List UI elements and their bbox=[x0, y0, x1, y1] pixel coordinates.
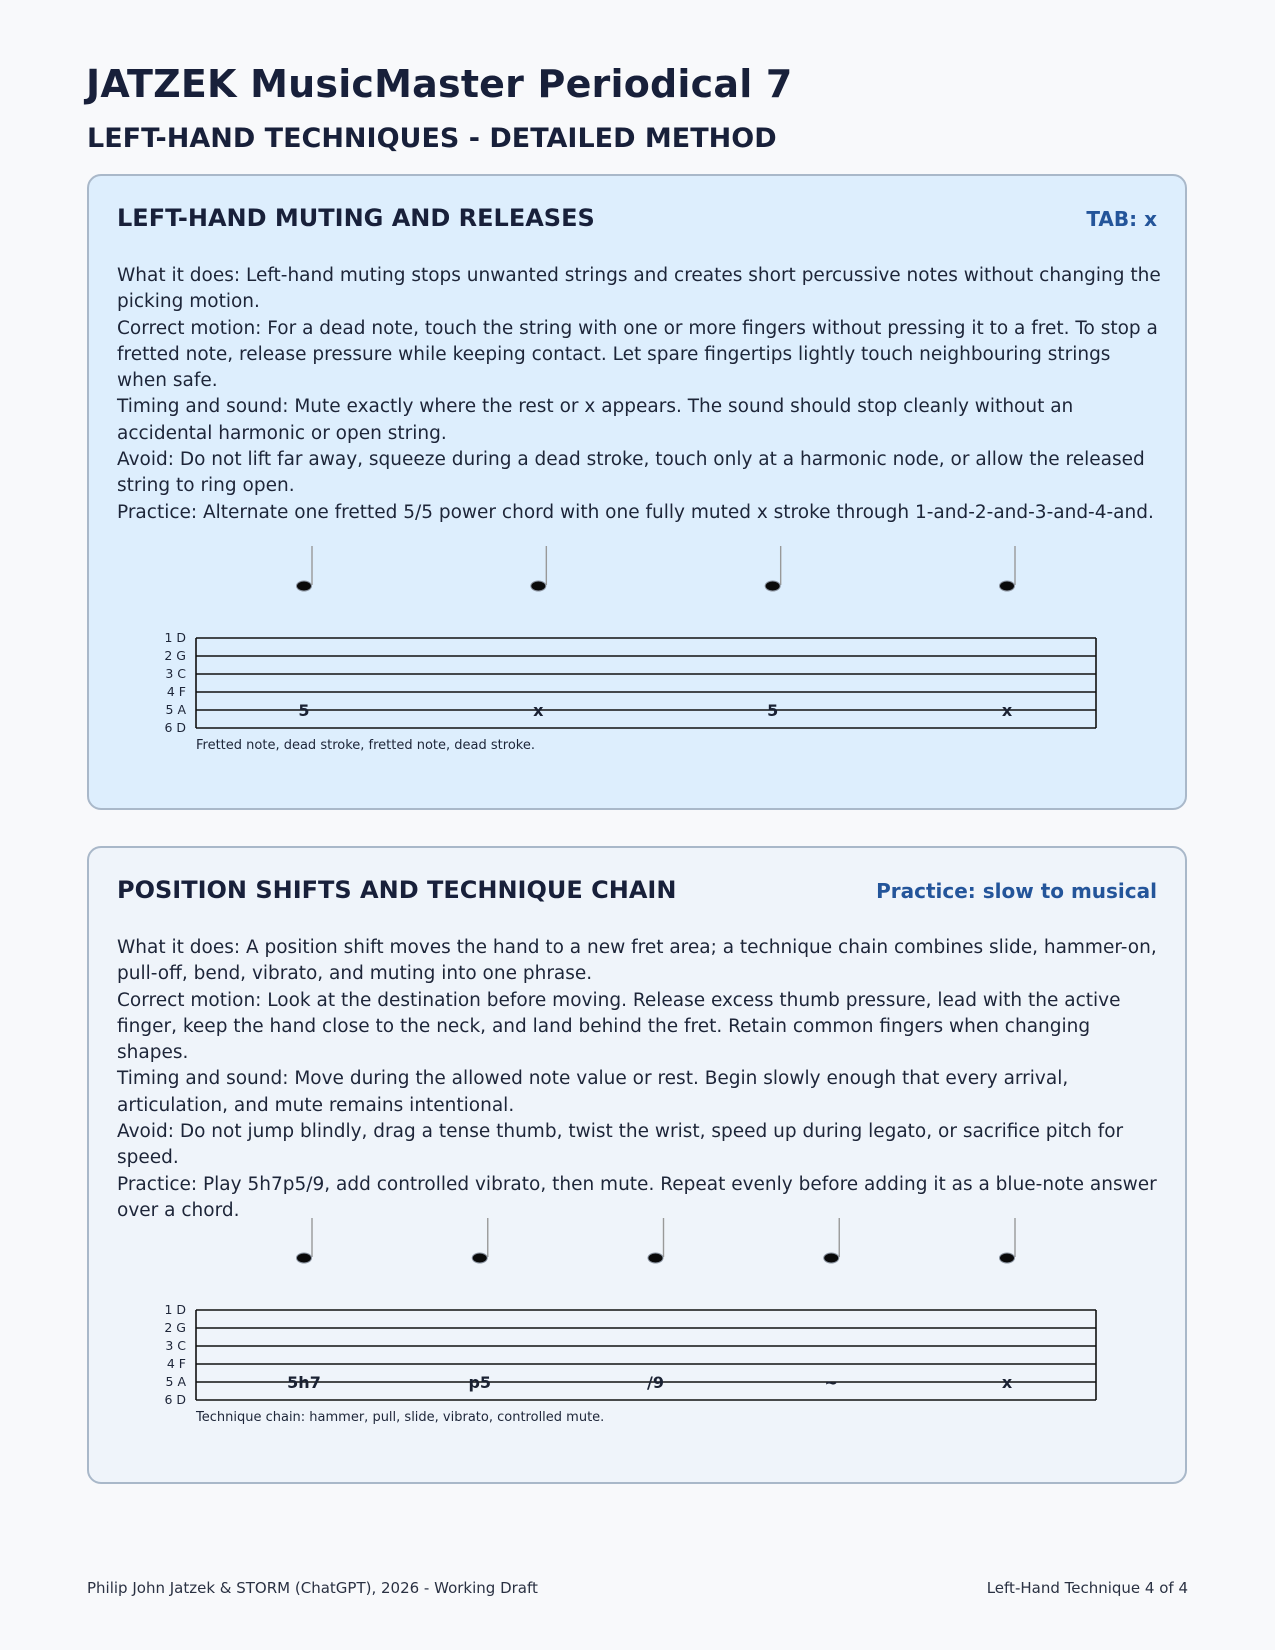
paragraph-timing-sound: Timing and sound: Move during the allowed note value or rest. Begin slowly enough that every arrival, articulation, and mute remains intentional. bbox=[117, 1068, 1069, 1116]
note-head bbox=[472, 1253, 487, 1263]
section-card-muting bbox=[87, 174, 1187, 810]
tab-fret-label: /9 bbox=[647, 1373, 664, 1392]
note-head bbox=[531, 581, 546, 591]
quarter-note bbox=[648, 1218, 664, 1263]
note-head bbox=[765, 581, 780, 591]
tab-fret-label: 5 bbox=[298, 701, 310, 720]
note-head bbox=[1000, 581, 1015, 591]
note-head bbox=[648, 1253, 663, 1263]
notation-tab-muting bbox=[89, 176, 1185, 808]
document-subtitle: LEFT-HAND TECHNIQUES - DETAILED METHOD bbox=[87, 123, 777, 154]
tab-string-label: 3 C bbox=[165, 666, 186, 681]
quarter-note bbox=[531, 546, 547, 591]
tab-string-label: 6 D bbox=[164, 720, 186, 735]
tab-string-label: 6 D bbox=[164, 1392, 186, 1407]
quarter-note bbox=[297, 546, 313, 591]
section-title: LEFT-HAND MUTING AND RELEASES bbox=[117, 204, 595, 232]
note-head bbox=[1000, 1253, 1015, 1263]
paragraph-correct-motion: Correct motion: For a dead note, touch the string with one or more fingers without pressing it to a fret. To stop a fretted note, release pressure while keeping contact. Let spare fingertips lightly touch neighbouring strings when safe. bbox=[117, 317, 1158, 392]
tab-string-label: 1 D bbox=[164, 630, 186, 645]
paragraph-practice: Practice: Alternate one fretted 5/5 power chord with one fully muted x stroke through 1-and-2-and-3-and-4-and. bbox=[117, 501, 1154, 523]
tab-string-label: 5 A bbox=[165, 702, 186, 717]
section-title: POSITION SHIFTS AND TECHNIQUE CHAIN bbox=[117, 876, 677, 904]
tab-fret-label: ~ bbox=[824, 1373, 838, 1392]
note-head bbox=[297, 581, 312, 591]
paragraph-avoid: Avoid: Do not lift far away, squeeze during a dead stroke, touch only at a harmonic node, or allow the released string to ring open. bbox=[117, 449, 1145, 497]
section-card-position-shifts bbox=[87, 846, 1187, 1484]
paragraph-what-it-does: What it does: A position shift moves the hand to a new fret area; a technique chain combines slide, hammer-on, pull-off, bend, vibrato, and muting into one phrase. bbox=[117, 937, 1157, 985]
paragraph-correct-motion: Correct motion: Look at the destination before moving. Release excess thumb pressure, lead with the active finger, keep the hand close to the neck, and land behind the fret. Retain common fingers when changing shapes. bbox=[117, 989, 1121, 1064]
tab-string-label: 5 A bbox=[165, 1374, 186, 1389]
paragraph-avoid: Avoid: Do not jump blindly, drag a tense thumb, twist the wrist, speed up during legato, or sacrifice pitch for speed. bbox=[117, 1121, 1124, 1169]
tab-fret-label: x bbox=[1001, 701, 1013, 720]
footer-credit: Philip John Jatzek & STORM (ChatGPT), 2026 - Working Draft bbox=[87, 1579, 538, 1597]
section-tag: TAB: x bbox=[1086, 207, 1157, 231]
quarter-note bbox=[824, 1218, 840, 1263]
notation-tab-technique-chain bbox=[89, 848, 1185, 1482]
tab-string-label: 4 F bbox=[166, 1356, 186, 1371]
quarter-note bbox=[472, 1218, 488, 1263]
section-tag: Practice: slow to musical bbox=[876, 879, 1157, 903]
quarter-note bbox=[1000, 1218, 1016, 1263]
tab-fret-label: p5 bbox=[468, 1373, 492, 1392]
paragraph-practice: Practice: Play 5h7p5/9, add controlled vibrato, then mute. Repeat evenly before adding it as a blue-note answer over a chord. bbox=[117, 1173, 1157, 1221]
footer-page-label: Left-Hand Technique 4 of 4 bbox=[986, 1579, 1188, 1597]
tab-string-label: 2 G bbox=[164, 648, 186, 663]
document-title: JATZEK MusicMaster Periodical 7 bbox=[86, 62, 793, 106]
quarter-note bbox=[297, 1218, 313, 1263]
tab-string-label: 4 F bbox=[166, 684, 186, 699]
tab-fret-label: 5 bbox=[767, 701, 779, 720]
paragraph-what-it-does: What it does: Left-hand muting stops unwanted strings and creates short percussive notes without changing the picking motion. bbox=[117, 265, 1161, 313]
tab-fret-label: x bbox=[533, 701, 544, 720]
tab-string-label: 2 G bbox=[164, 1320, 186, 1335]
tab-caption: Technique chain: hammer, pull, slide, vibrato, controlled mute. bbox=[196, 1410, 605, 1425]
note-head bbox=[297, 1253, 312, 1263]
quarter-note bbox=[765, 546, 781, 591]
quarter-note bbox=[1000, 546, 1016, 591]
tab-caption: Fretted note, dead stroke, fretted note, dead stroke. bbox=[196, 738, 535, 753]
tab-fret-label: 5h7 bbox=[287, 1373, 321, 1392]
tab-fret-label: x bbox=[1001, 1373, 1013, 1392]
note-head bbox=[824, 1253, 839, 1263]
tab-string-label: 1 D bbox=[164, 1302, 186, 1317]
tab-string-label: 3 C bbox=[165, 1338, 186, 1353]
paragraph-timing-sound: Timing and sound: Mute exactly where the rest or x appears. The sound should stop cleanly without an accidental harmonic or open string. bbox=[117, 396, 1074, 444]
